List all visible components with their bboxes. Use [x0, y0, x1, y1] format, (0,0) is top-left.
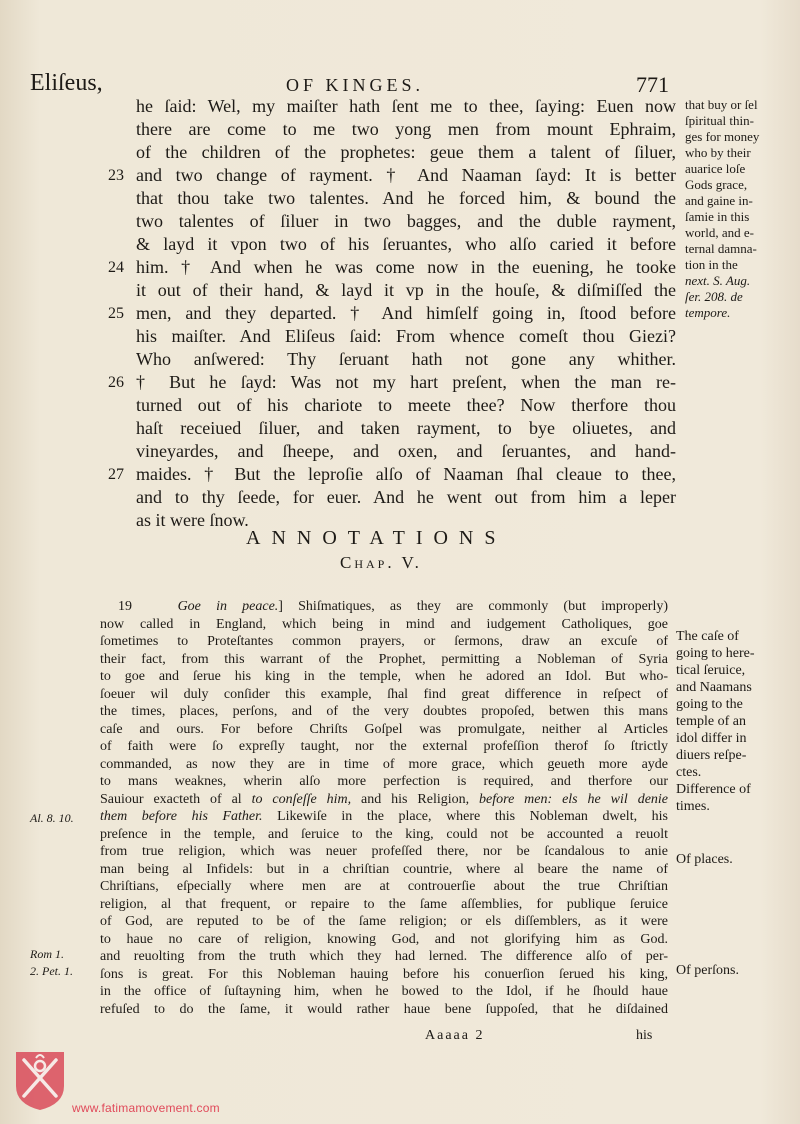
scripture-reference: Rom 1. — [30, 947, 64, 961]
side-note-line: Of places. — [676, 852, 733, 867]
text-line: Who anſwered: Thy ſeruant hath not gone any whither. — [136, 349, 676, 369]
verse-number: 26 — [108, 374, 124, 391]
annotation-first-line — [118, 598, 668, 615]
side-note-line: and Naamans — [676, 680, 752, 695]
text-line: that thou take two talentes. And he forced him, & bound the — [136, 188, 676, 208]
page-number: 771 — [636, 72, 669, 97]
signature-mark: Aaaaa 2 — [425, 1028, 485, 1043]
verse-number: 27 — [108, 466, 124, 483]
annotation-line: of God, are reputed to be of the ſame religion; or els diſſemblers, as it were — [100, 914, 668, 929]
running-head-center: OF KINGES. — [286, 75, 425, 95]
annotation-verse-ref: 19 — [118, 599, 132, 614]
annotation-line: to goe and ſerue his king in the temple, when he adored an Idol. But who- — [100, 669, 668, 684]
verse-number: 23 — [108, 167, 124, 184]
side-note-line: times. — [676, 799, 710, 814]
margin-note-line: tempore. — [685, 305, 731, 320]
side-note-line: ctes. — [676, 765, 702, 780]
text-line: turned out of his chariote to meete thee? Now therfore thou — [136, 395, 676, 415]
text-line: & layd it vpon two of his ſeruantes, who alſo caried it before — [136, 234, 676, 254]
margin-note-line: world, and e- — [685, 225, 754, 240]
text-line: as it were ſnow. — [136, 510, 249, 530]
text-line: men, and they departed. † And himſelf going in, ſtood before — [136, 303, 676, 323]
annotation-italic: to conſeſſe him, — [251, 791, 352, 807]
annotation-line: ſons is great. For this Nobleman hauing before his conuerſion ſerued his king, — [100, 966, 668, 982]
side-note-line: idol differ in — [676, 731, 747, 746]
side-note-line: going to here- — [676, 646, 755, 661]
margin-note-line: tion in the — [685, 257, 738, 272]
side-note-line: Of perſons. — [676, 963, 739, 978]
text-line: haſt receiued ſiluer, and taken rayment, to bye oliuetes, and — [136, 418, 676, 438]
annotation-line: man being al Infidels: but in a chriſtian countrie, where al beare the name of — [100, 861, 668, 877]
catchword: his — [636, 1028, 653, 1043]
margin-note-line: next. S. Aug. — [685, 273, 751, 288]
papal-keys-logo-icon — [14, 1050, 66, 1112]
margin-note-line: ſamie in this — [685, 209, 750, 224]
annotation-text: and his Religion, — [351, 791, 480, 807]
annotation-line: and reuolting from the truth which they had lerned. The difference alſo of per- — [100, 949, 668, 964]
text-line: him. † And when he was come now in the euening, he tooke — [136, 257, 676, 277]
text-line: and two change of rayment. † And Naaman ſayd: It is better — [136, 165, 676, 185]
margin-note-line: ternal damna- — [685, 241, 757, 256]
verse-number: 25 — [108, 305, 124, 322]
annotation-italic: before men: els he wil denie — [479, 791, 668, 807]
margin-note-line: auarice loſe — [685, 161, 746, 176]
side-note-line: going to the — [676, 697, 743, 712]
annotation-line: ſoeuer wil duly conſider this example, ſhal find great difference in reſpect of — [100, 686, 668, 702]
annotation-line: to mans weaknes, wherin alſo more perfection is required, and therfore our — [100, 774, 668, 789]
margin-note-line: and gaine in- — [685, 193, 753, 208]
annotation-line — [100, 791, 668, 808]
annotation-line: of faith were ſo expreſly taught, nor the external profeſſion therof ſo ſtrictly — [100, 739, 668, 754]
scripture-reference: Al. 8. 10. — [30, 811, 74, 825]
annotation-line: their fact, from this warrant of the Prophet, permitting a Nobleman of Syria — [100, 651, 668, 667]
margin-note-line: that buy or ſel — [685, 97, 758, 112]
annotation-line: preſence in the temple, and ſeruice to the king, could not be accounted a reuolt — [100, 826, 668, 842]
annotation-line: from true religion, which was neuer profeſſed there, nor be ſcandalous to anie — [100, 844, 668, 859]
annotation-first-line-text: ] Shiſmatiques, as they are commonly (but improperly) — [278, 599, 668, 614]
annotations-heading: ANNOTATIONS — [246, 527, 507, 549]
annotation-line: to haue no care of religion, knowing God, and not glorifying him as God. — [100, 931, 668, 947]
side-note-line: tical ſeruice, — [676, 663, 746, 678]
text-line: and to thy ſeede, for euer. And he went out from him a leper — [136, 487, 676, 507]
annotation-text: Sauiour exacteth of al — [100, 791, 252, 807]
side-note-line: Difference of — [676, 782, 751, 797]
margin-note-line: ſer. 208. de — [685, 289, 743, 304]
annotation-line: Chriſtians, eſpecially where men are at controuerſie about the true Chriſtian — [100, 879, 668, 894]
margin-note-line: who by their — [685, 145, 751, 160]
text-line: there are come to me two yong men from mount Ephraim, — [136, 119, 676, 139]
annotation-line: refuſed to do the ſame, it would rather haue bene ſuppoſed, that he diſdained — [100, 1001, 668, 1017]
text-line: vineyardes, and ſheepe, and oxen, and ſeruantes, and hand- — [136, 441, 676, 461]
running-head-left: Eliſeus, — [30, 70, 103, 96]
annotation-line: commanded, as now they are in time of more grace, which geueth more ayde — [100, 756, 668, 772]
margin-note-line: ges for money — [685, 129, 760, 144]
annotation-text: Likewiſe in the place, where this Nobleman dwelt, his — [262, 809, 668, 824]
side-note-line: temple of an — [676, 714, 746, 729]
annotation-line: religion, al that frequent, or repaire to the ſame aſſemblies, for publique ſeruice — [100, 896, 668, 912]
annotation-line: in the office of ſuſtayning him, when he bowed to the Idol, if he ſhould haue — [100, 984, 668, 999]
annotation-line: now called in England, which being in mind and iudgement Catholiques, goe — [100, 616, 668, 632]
text-line: maides. † But the leproſie alſo of Naaman ſhal cleaue to thee, — [136, 464, 676, 484]
margin-note-line: Gods grace, — [685, 177, 748, 192]
text-line: it out of their hand, & layd it vp in the houſe, & diſmiſſed the — [136, 280, 676, 300]
scripture-reference: 2. Pet. 1. — [30, 964, 73, 978]
annotation-line — [100, 808, 668, 825]
text-line: he ſaid: Wel, my maiſter hath ſent me to thee, ſaying: Euen now — [136, 96, 676, 116]
annotation-line: ſometimes to Proteſtantes common prayers, or ſermons, draw an excuſe of — [100, 634, 668, 649]
watermark-url[interactable]: www.fatimamovement.com — [72, 1101, 220, 1115]
annotation-lemma: Goe in peace. — [177, 599, 279, 614]
annotations-chapter: Chap. V. — [340, 553, 422, 572]
text-line: † But he ſayd: Was not my hart preſent, when the man re- — [136, 372, 676, 392]
margin-note-line: ſpiritual thin- — [685, 113, 754, 128]
annotation-italic: them before his Father. — [100, 809, 263, 824]
annotation-line: caſe and ours. For before Chriſts Goſpel was promulgate, neither al Articles — [100, 721, 668, 737]
annotation-line: the times, places, perſons, and of the very doubtes propoſed, betwen this mans — [100, 704, 668, 719]
side-note-line: diuers reſpe- — [676, 748, 747, 763]
text-line: his maiſter. And Eliſeus ſaid: From whence comeſt thou Giezi? — [136, 326, 676, 346]
side-note-line: The caſe of — [676, 629, 739, 644]
text-line: of the children of the prophetes: geue them a talent of ſiluer, — [136, 142, 676, 162]
verse-number: 24 — [108, 259, 124, 276]
text-line: two talentes of ſiluer in two bagges, and the duble rayment, — [136, 211, 676, 231]
